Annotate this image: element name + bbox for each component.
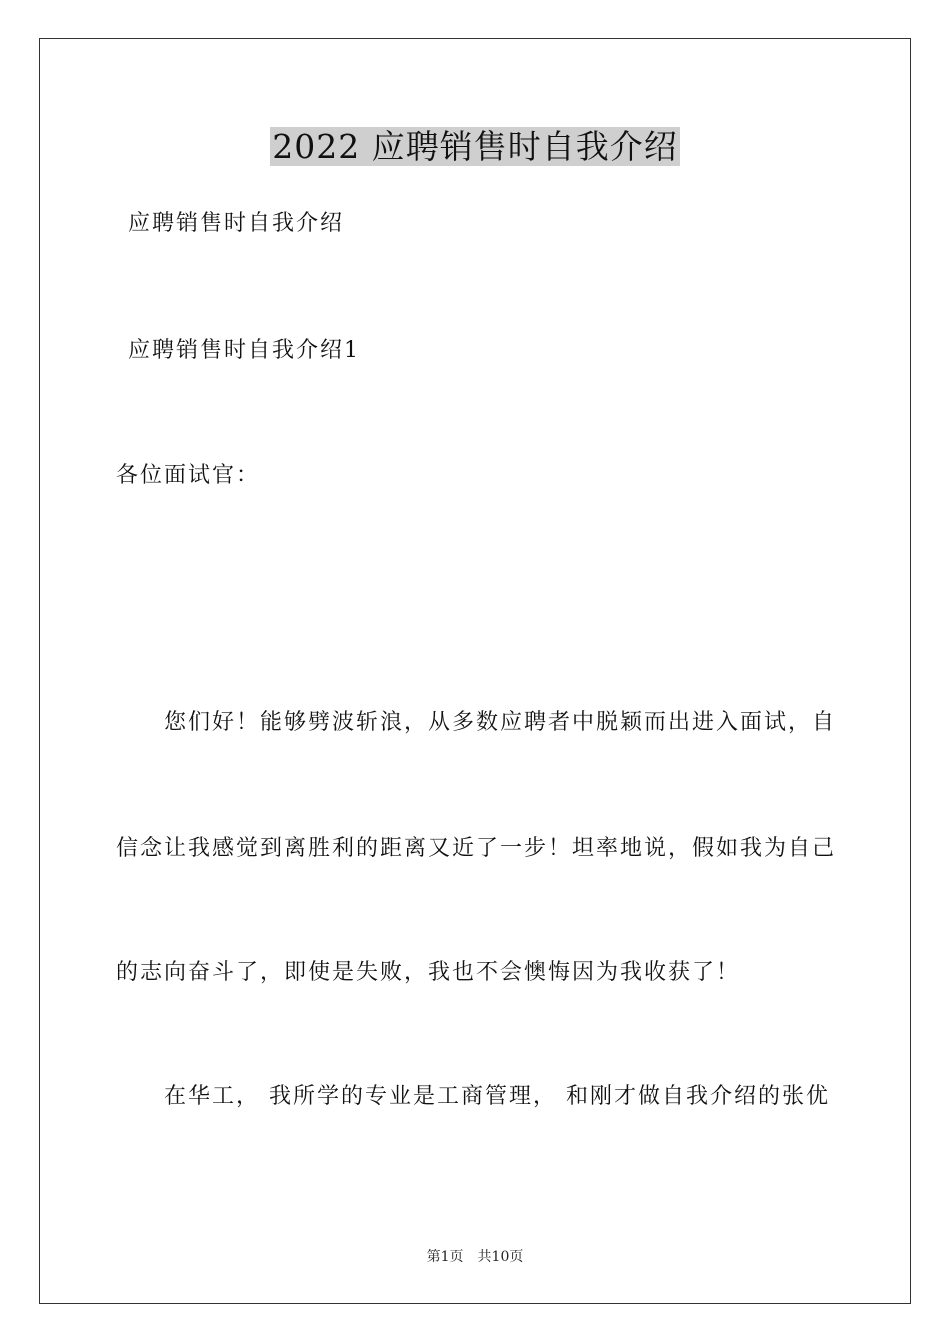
page-number: 第1页 — [426, 1249, 464, 1265]
paragraph: 的志向奋斗了，即使是失败，我也不会懊悔因为我收获了！ — [116, 960, 741, 985]
page-total: 共10页 — [477, 1249, 524, 1265]
paragraph: 在华工， 我所学的专业是工商管理， 和刚才做自我介绍的张优 — [164, 1084, 830, 1109]
page-footer — [0, 1248, 950, 1266]
paragraph: 应聘销售时自我介绍1 — [128, 338, 360, 363]
paragraph: 应聘销售时自我介绍 — [128, 211, 345, 236]
paragraph: 各位面试官： — [116, 463, 261, 488]
paragraph: 信念让我感觉到离胜利的距离又近了一步！坦率地说，假如我为自己 — [116, 836, 837, 861]
paragraph: 您们好！能够劈波斩浪，从多数应聘者中脱颖而出进入面试，自 — [164, 710, 837, 735]
document-title — [0, 124, 950, 170]
document-title-text: 2022 应聘销售时自我介绍 — [272, 127, 678, 166]
